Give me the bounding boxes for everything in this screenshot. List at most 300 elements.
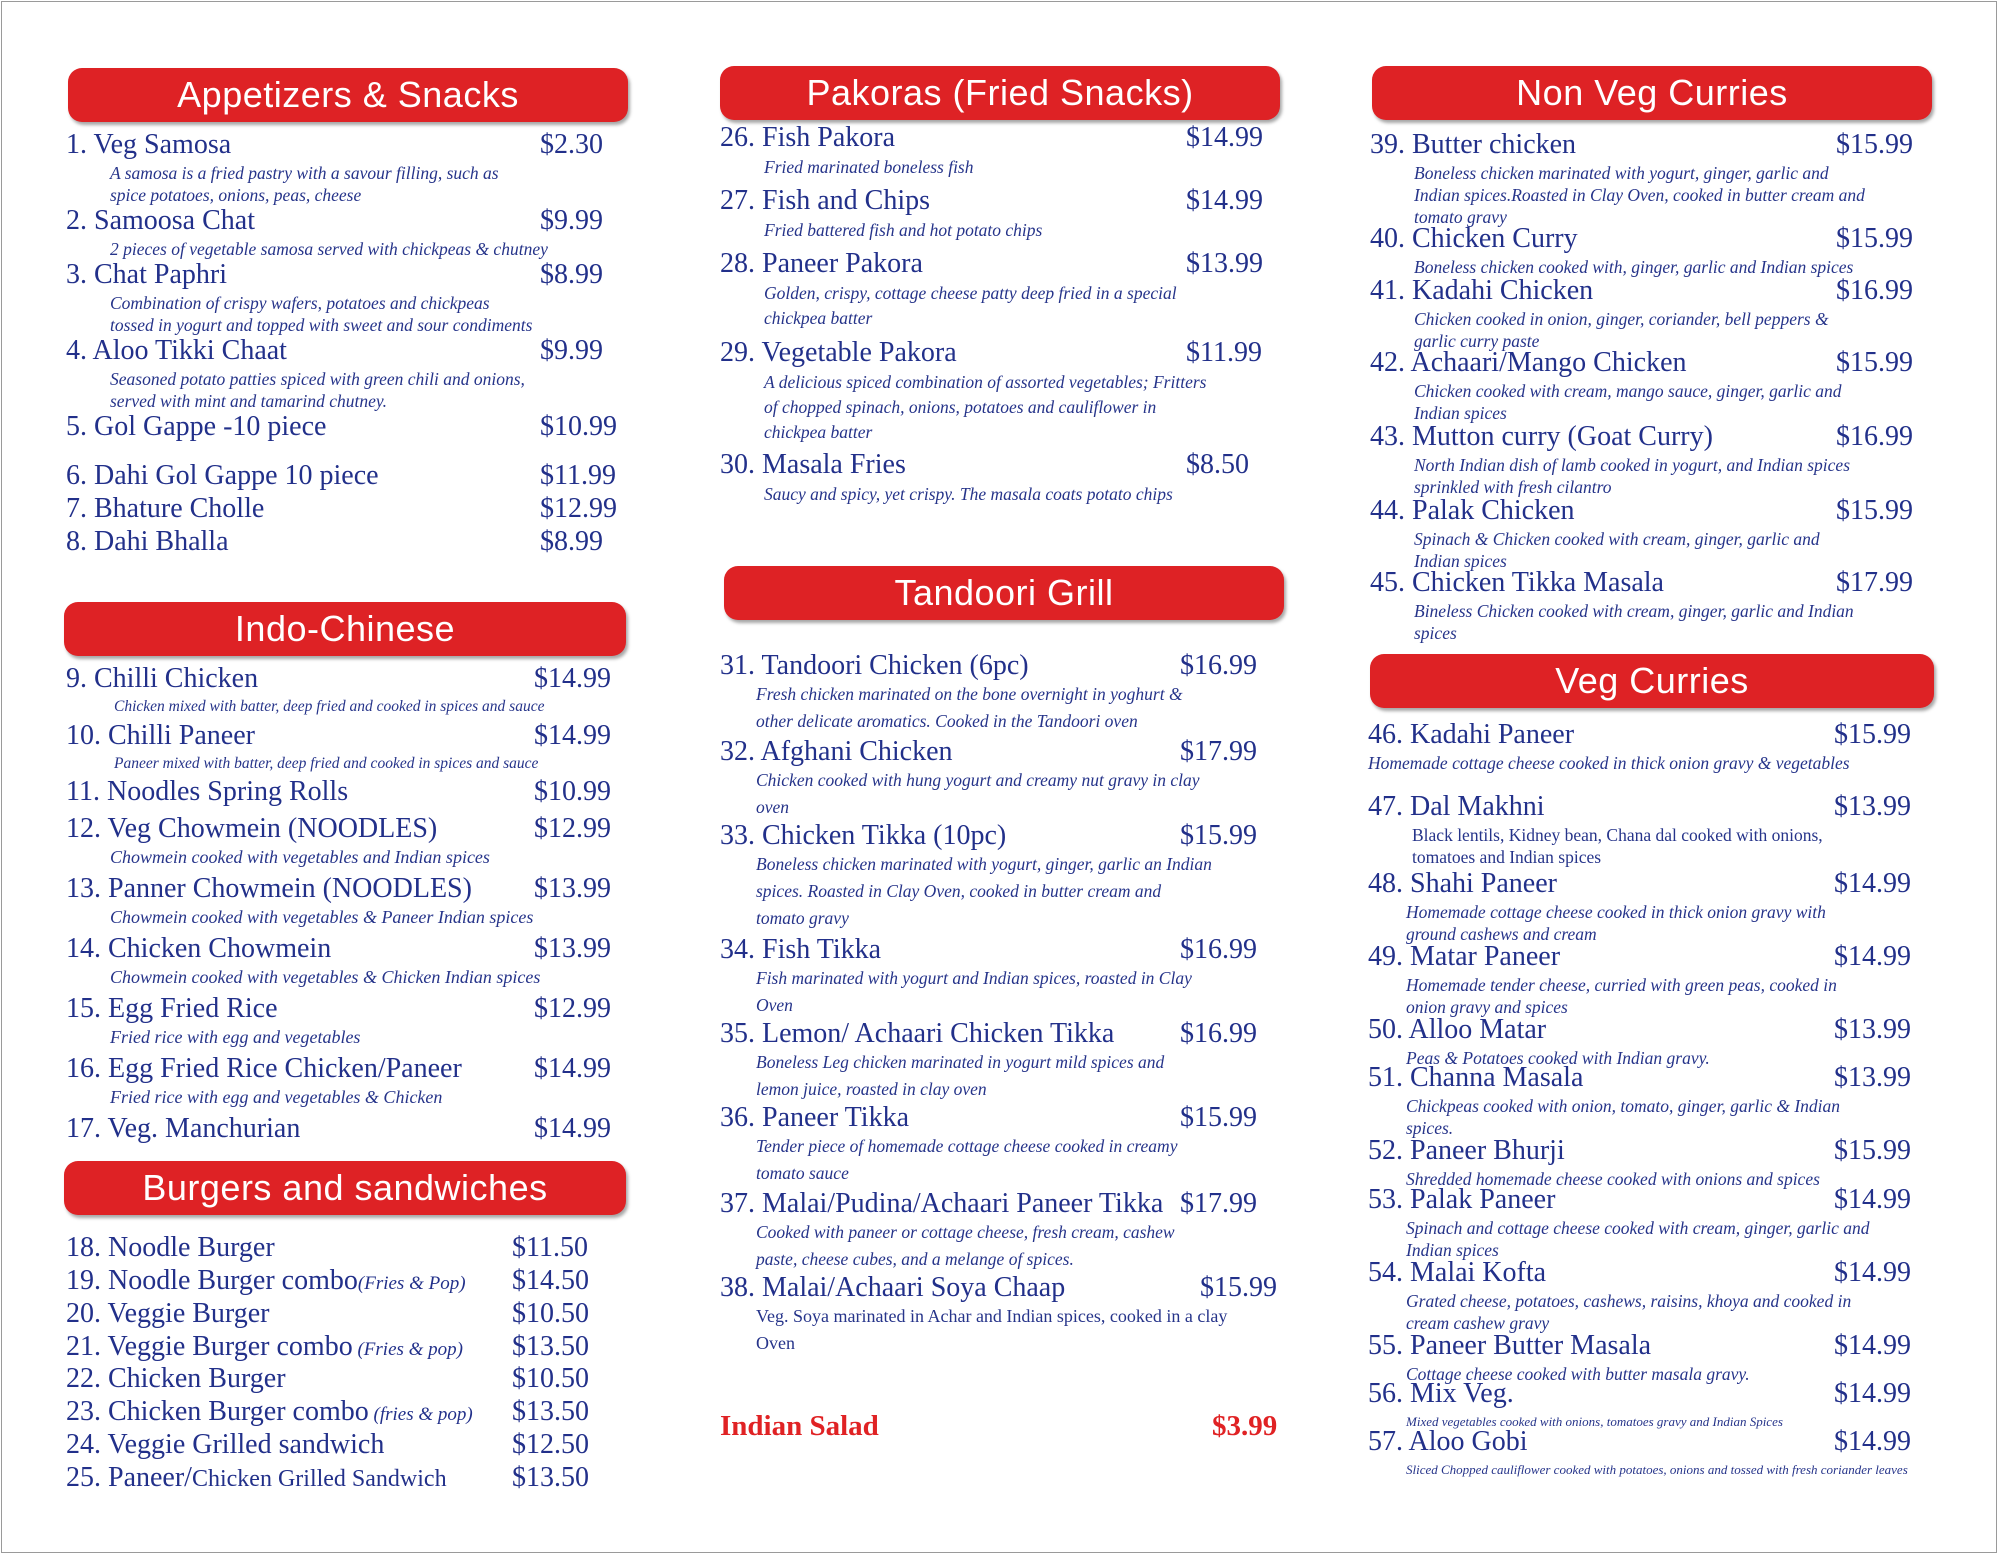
menu-item-title: Dahi Gol Gappe 10 piece (94, 460, 379, 491)
menu-item-price: $14.99 (1834, 1184, 1911, 1215)
menu-item (66, 204, 666, 260)
menu-item-description: Cooked with paneer or cottage cheese, fresh cream, cashew paste, cheese cubes, and a melange of spices. (756, 1222, 1175, 1269)
menu-item-description: Black lentils, Kidney bean, Chana dal cooked with onions, tomatoes and Indian spices (1412, 825, 1823, 867)
section-banner-pakoras: Pakoras (Fried Snacks) (720, 66, 1280, 120)
menu-item-name (66, 1362, 286, 1396)
menu-item-title: Tandoori Chicken (6pc) (761, 650, 1029, 681)
menu-item-title: Channa Masala (1410, 1062, 1584, 1093)
menu-item-name (720, 448, 906, 482)
menu-item (720, 1271, 1320, 1357)
menu-item-price: $12.50 (512, 1429, 589, 1460)
menu-item (1370, 566, 1970, 644)
menu-item-description: A samosa is a fried pastry with a savour filling, such as spice potatoes, onions, peas, cheese (110, 163, 499, 205)
menu-item-name (66, 410, 326, 444)
menu-item (66, 1297, 666, 1331)
menu-item-title: Paneer Tikka (762, 1102, 909, 1133)
menu-item (720, 184, 1320, 243)
menu-item-price: $15.99 (1836, 129, 1913, 160)
menu-item-price: $14.99 (534, 663, 611, 694)
menu-item-title: Butter chicken (1412, 129, 1577, 160)
menu-item-title: Noodle Burger (108, 1232, 275, 1263)
menu-item (66, 1395, 666, 1429)
menu-item-price: $13.50 (512, 1396, 589, 1427)
menu-item-number: 41. (1370, 275, 1405, 306)
menu-item-name (720, 1271, 1065, 1305)
menu-item-description: Fresh chicken marinated on the bone overnight in yoghurt & other delicate aromatics. Cooked in the Tandoori oven (756, 684, 1183, 731)
menu-item-price: $14.50 (512, 1265, 589, 1296)
menu-item-price: $10.50 (512, 1298, 589, 1329)
menu-item-name (720, 1187, 1163, 1221)
menu-item-price: $13.99 (534, 873, 611, 904)
menu-item-price: $16.99 (1180, 650, 1257, 681)
menu-item (1370, 420, 1970, 498)
menu-item-price: $17.99 (1180, 1188, 1257, 1219)
menu-item-description: Saucy and spicy, yet crispy. The masala coats potato chips (764, 484, 1173, 504)
menu-item-number: 57. (1368, 1426, 1403, 1457)
menu-item (720, 735, 1320, 821)
menu-item-name (66, 1231, 275, 1265)
menu-item-number: 36. (720, 1102, 755, 1133)
menu-item-description: Fried marinated boneless fish (764, 157, 974, 177)
menu-item-title: Aloo Gobi (1408, 1426, 1528, 1457)
menu-item-note: Chicken Grilled Sandwich (191, 1466, 447, 1492)
menu-item-title: Veg. Manchurian (107, 1113, 301, 1144)
menu-item (66, 1330, 666, 1364)
menu-item-number: 19. (66, 1265, 101, 1296)
menu-item-description: Spinach & Chicken cooked with cream, ginger, garlic and Indian spices (1414, 529, 1820, 571)
menu-item-price: $14.99 (1834, 1330, 1911, 1361)
menu-item-name (1368, 790, 1545, 824)
menu-item (1368, 790, 1968, 868)
menu-item-price: $16.99 (1180, 934, 1257, 965)
menu-item-number: 6. (66, 460, 87, 491)
menu-item-title: Veg Chowmein (NOODLES) (107, 813, 438, 844)
menu-item (1368, 867, 1968, 945)
menu-item-description: 2 pieces of vegetable samosa served with chickpeas & chutney (110, 239, 548, 259)
menu-item-name (720, 735, 953, 769)
menu-item-description: Chowmein cooked with vegetables & Paneer Indian spices (110, 907, 534, 927)
menu-item-description: Chowmein cooked with vegetables & Chicken Indian spices (110, 967, 541, 987)
menu-item-title: Afghani Chicken (760, 736, 953, 767)
menu-item (1370, 222, 1970, 278)
menu-item-name (66, 872, 472, 906)
menu-item-number: 15. (66, 993, 101, 1024)
menu-item-name (66, 812, 437, 846)
menu-item-number: 33. (720, 820, 755, 851)
menu-item-description: Peas & Potatoes cooked with Indian gravy. (1406, 1048, 1710, 1068)
menu-item-name (720, 649, 1029, 683)
menu-item-number: 23. (66, 1396, 101, 1427)
menu-item-description: Spinach and cottage cheese cooked with cream, ginger, garlic and Indian spices (1406, 1218, 1870, 1260)
menu-item-description: Fish marinated with yogurt and Indian spices, roasted in Clay Oven (756, 968, 1192, 1015)
menu-item-number: 12. (66, 813, 101, 844)
menu-item-name (1368, 1377, 1514, 1411)
menu-item-description: Golden, crispy, cottage cheese patty deep fried in a special chickpea batter (764, 283, 1177, 328)
menu-item-number: 53. (1368, 1184, 1403, 1215)
menu-item-title: Malai Kofta (1410, 1257, 1547, 1288)
menu-item-name (66, 719, 255, 753)
menu-item-number: 25. (66, 1462, 101, 1493)
menu-item (1368, 718, 1968, 774)
menu-item-title: Malai/Pudina/Achaari Paneer Tikka (762, 1188, 1164, 1219)
menu-item-number: 29. (720, 337, 755, 368)
menu-item-number: 34. (720, 934, 755, 965)
menu-item-description: North Indian dish of lamb cooked in yogurt, and Indian spices sprinkled with fresh cilantro (1414, 455, 1851, 497)
section-banner-veg: Veg Curries (1370, 654, 1934, 708)
menu-item-price: $13.99 (1834, 1014, 1911, 1045)
menu-item-name (66, 775, 348, 809)
menu-item-number: 3. (66, 259, 87, 290)
section-banner-burgers: Burgers and sandwiches (64, 1161, 626, 1215)
menu-item-title: Malai/Achaari Soya Chaap (762, 1272, 1066, 1303)
menu-item-title: Chicken Tikka (10pc) (762, 820, 1007, 851)
menu-item-title: Chicken Tikka Masala (1412, 567, 1664, 598)
menu-item-number: 32. (720, 736, 755, 767)
menu-item-price: $13.50 (512, 1331, 589, 1362)
menu-item-description: Chicken cooked in onion, ginger, coriander, bell peppers & garlic curry paste (1414, 309, 1829, 351)
menu-item-price: $12.99 (534, 813, 611, 844)
menu-item-number: 16. (66, 1053, 101, 1084)
menu-item-number: 35. (720, 1018, 755, 1049)
menu-item-description: Grated cheese, potatoes, cashews, raisins, khoya and cooked in cream cashew gravy (1406, 1291, 1852, 1333)
menu-item-number: 55. (1368, 1330, 1403, 1361)
menu-item-number: 17. (66, 1113, 101, 1144)
menu-item-description: Veg. Soya marinated in Achar and Indian spices, cooked in a clay Oven (756, 1306, 1228, 1353)
menu-item-description: Boneless Leg chicken marinated in yogurt mild spices and lemon juice, roasted in clay oven (756, 1052, 1165, 1099)
menu-item-price: $15.99 (1180, 820, 1257, 851)
section-banner-appetizers: Appetizers & Snacks (68, 68, 628, 122)
menu-item-title: Gol Gappe -10 piece (94, 411, 327, 442)
menu-item-number: 20. (66, 1298, 101, 1329)
menu-item-name (1368, 718, 1574, 752)
menu-item-number: 27. (720, 185, 755, 216)
menu-item-price: $15.99 (1200, 1272, 1277, 1303)
menu-item-number: 47. (1368, 791, 1403, 822)
menu-item-name (66, 1461, 447, 1496)
menu-item-title: Paneer/ (108, 1462, 192, 1493)
menu-item-price: $17.99 (1180, 736, 1257, 767)
menu-item (720, 933, 1320, 1019)
menu-item-number: 8. (66, 526, 87, 557)
menu-item-number: 2. (66, 205, 87, 236)
menu-item-name (1368, 867, 1557, 901)
menu-item (720, 247, 1320, 331)
menu-item-title: Chicken Burger combo (108, 1396, 369, 1427)
menu-item-price: $14.99 (1186, 185, 1263, 216)
menu-item-price: $15.99 (1836, 223, 1913, 254)
menu-item-description: Chicken cooked with hung yogurt and creamy nut gravy in clay oven (756, 770, 1200, 817)
menu-item-price: $15.99 (1834, 1135, 1911, 1166)
menu-item-number: 22. (66, 1363, 101, 1394)
menu-item-number: 31. (720, 650, 755, 681)
menu-item-price: $11.99 (540, 460, 616, 491)
menu-item (66, 128, 666, 206)
menu-item-number: 10. (66, 720, 101, 751)
menu-item-title: Chicken Curry (1412, 223, 1578, 254)
menu-item-price: $10.99 (540, 411, 617, 442)
menu-item-price: $15.99 (1834, 719, 1911, 750)
menu-item-number: 48. (1368, 868, 1403, 899)
menu-item-number: 28. (720, 248, 755, 279)
menu-item-description: Fried rice with egg and vegetables & Chicken (110, 1087, 443, 1107)
menu-item-price: $16.99 (1836, 421, 1913, 452)
menu-item-note: (fries & pop) (368, 1404, 473, 1425)
menu-item-title: Kadahi Chicken (1412, 275, 1594, 306)
indian-salad-price: $3.99 (1212, 1410, 1278, 1442)
menu-item-price: $13.99 (1834, 1062, 1911, 1093)
menu-item-title: Kadahi Paneer (1410, 719, 1575, 750)
menu-item-title: Egg Fried Rice Chicken/Paneer (108, 1053, 462, 1084)
menu-item-name (66, 932, 331, 966)
menu-item (66, 932, 666, 988)
menu-item-name (66, 1264, 466, 1301)
menu-item-price: $14.99 (1834, 1426, 1911, 1457)
menu-item-price: $13.99 (1834, 791, 1911, 822)
menu-item-title: Paneer Butter Masala (1410, 1330, 1652, 1361)
menu-item-title: Chat Paphri (94, 259, 227, 290)
menu-item (720, 649, 1320, 735)
menu-item-number: 30. (720, 449, 755, 480)
menu-item-title: Chilli Chicken (94, 663, 259, 694)
menu-item-name (66, 1428, 384, 1462)
menu-item-description: Paneer mixed with batter, deep fried and cooked in spices and sauce (114, 755, 539, 772)
menu-item (720, 1187, 1320, 1273)
menu-item-title: Noodles Spring Rolls (106, 776, 349, 807)
menu-item-price: $8.99 (540, 259, 603, 290)
menu-item-number: 7. (66, 493, 87, 524)
menu-item-price: $14.99 (534, 720, 611, 751)
menu-item-title: Matar Paneer (1410, 941, 1561, 972)
menu-item-note: (Fries & pop) (352, 1339, 464, 1360)
menu-item-description: Sliced Chopped cauliflower cooked with potatoes, onions and tossed with fresh coriander leaves (1406, 1462, 1908, 1477)
menu-item (1370, 494, 1970, 572)
menu-item-number: 13. (66, 873, 101, 904)
menu-item-description: Chowmein cooked with vegetables and Indian spices (110, 847, 490, 867)
menu-item-number: 42. (1370, 347, 1405, 378)
menu-item (66, 1231, 666, 1265)
menu-item-title: Veg Samosa (93, 129, 232, 160)
menu-item-name (1368, 940, 1560, 974)
menu-item-description: Shredded homemade cheese cooked with onions and spices (1406, 1169, 1820, 1189)
menu-item-name (720, 933, 881, 967)
menu-item-number: 49. (1368, 941, 1403, 972)
menu-item-price: $14.99 (1834, 1257, 1911, 1288)
menu-item-name (1368, 1134, 1565, 1168)
menu-item-price: $12.99 (534, 993, 611, 1024)
menu-item-description: Cottage cheese cooked with butter masala gravy. (1406, 1364, 1750, 1384)
menu-item-number: 4. (66, 335, 87, 366)
menu-item (1368, 1183, 1968, 1261)
menu-item-price: $14.99 (1834, 1378, 1911, 1409)
menu-item-name (66, 204, 255, 238)
menu-item (1370, 128, 1970, 228)
menu-item (720, 448, 1320, 507)
menu-item-price: $8.50 (1186, 449, 1249, 480)
menu-item-name (1370, 128, 1576, 162)
menu-item (1370, 274, 1970, 352)
menu-item-number: 18. (66, 1232, 101, 1263)
menu-item-title: Palak Paneer (1410, 1184, 1556, 1215)
menu-item (66, 334, 666, 412)
menu-item (66, 459, 666, 493)
menu-item (66, 662, 666, 718)
menu-item-title: Aloo Tikki Chaat (92, 335, 287, 366)
menu-item-description: A delicious spiced combination of assorted vegetables; Fritters of chopped spinach, onions, potatoes and cauliflower in chickpea batter (764, 372, 1207, 442)
menu-item-number: 21. (66, 1331, 101, 1362)
section-banner-indo-chinese: Indo-Chinese (64, 602, 626, 656)
menu-item (66, 525, 666, 559)
menu-item-name (1370, 420, 1713, 454)
menu-item-name (720, 819, 1006, 853)
menu-item-name (1368, 1183, 1555, 1217)
menu-item-title: Paneer Bhurji (1410, 1135, 1565, 1166)
menu-item-description: Seasoned potato patties spiced with green chili and onions, served with mint and tamarind chutney. (110, 369, 525, 411)
menu-item-number: 45. (1370, 567, 1405, 598)
menu-item-number: 50. (1368, 1014, 1403, 1045)
menu-item-number: 1. (66, 129, 87, 160)
menu-item-number: 24. (66, 1429, 101, 1460)
menu-item-price: $14.99 (1186, 122, 1263, 153)
menu-item-price: $2.30 (540, 129, 603, 160)
menu-item (1368, 1425, 1968, 1481)
menu-item-title: Achaari/Mango Chicken (1410, 347, 1687, 378)
menu-item-price: $13.99 (1186, 248, 1263, 279)
menu-item-name (66, 258, 227, 292)
menu-item-title: Chicken Chowmein (108, 933, 332, 964)
menu-item-price: $9.99 (540, 335, 603, 366)
menu-item-price: $11.99 (1186, 337, 1262, 368)
menu-item-price: $11.50 (512, 1232, 588, 1263)
menu-item-name (66, 128, 231, 162)
menu-item-title: Egg Fried Rice (108, 993, 278, 1024)
menu-item-number: 5. (66, 411, 87, 442)
menu-item-price: $9.99 (540, 205, 603, 236)
menu-item-title: Panner Chowmein (NOODLES) (108, 873, 472, 904)
menu-item (720, 121, 1320, 180)
menu-item-name (66, 525, 229, 559)
menu-item (720, 336, 1320, 445)
menu-item-title: Mutton curry (Goat Curry) (1412, 421, 1713, 452)
menu-item-price: $16.99 (1836, 275, 1913, 306)
menu-item-number: 14. (66, 933, 101, 964)
menu-item-number: 38. (720, 1272, 755, 1303)
menu-item-name (1370, 274, 1593, 308)
menu-item-title: Vegetable Pakora (761, 337, 957, 368)
menu-item-description: Chicken cooked with cream, mango sauce, ginger, garlic and Indian spices (1414, 381, 1842, 423)
menu-item-name (66, 1052, 462, 1086)
menu-item-name (720, 247, 923, 281)
section-banner-non-veg: Non Veg Curries (1372, 66, 1932, 120)
menu-item-price: $14.99 (534, 1053, 611, 1084)
menu-item-description: Tender piece of homemade cottage cheese cooked in creamy tomato sauce (756, 1136, 1178, 1183)
menu-item-price: $17.99 (1836, 567, 1913, 598)
menu-item-title: Lemon/ Achaari Chicken Tikka (762, 1018, 1115, 1049)
menu-item-name (720, 1101, 909, 1135)
menu-item (1368, 940, 1968, 1018)
menu-item (720, 819, 1320, 932)
menu-item (66, 258, 666, 336)
menu-item (66, 1428, 666, 1462)
menu-item-title: Masala Fries (762, 449, 906, 480)
menu-item-name (1370, 346, 1687, 380)
section-banner-tandoori: Tandoori Grill (724, 566, 1284, 620)
menu-item-description: Bineless Chicken cooked with cream, ginger, garlic and Indian spices (1414, 601, 1854, 643)
menu-item-name (66, 1395, 473, 1432)
menu-item (720, 1017, 1320, 1103)
menu-item-price: $14.99 (534, 1113, 611, 1144)
menu-item-title: Samoosa Chat (94, 205, 255, 236)
menu-item-number: 26. (720, 122, 755, 153)
menu-item-title: Bhature Cholle (94, 493, 265, 524)
menu-item-description: Homemade cottage cheese cooked in thick onion gravy & vegetables (1368, 753, 1850, 773)
menu-item-description: Mixed vegetables cooked with onions, tomatoes gravy and Indian Spices (1406, 1414, 1783, 1429)
menu-item (66, 1052, 666, 1108)
menu-item-number: 37. (720, 1188, 755, 1219)
menu-item-price: $10.50 (512, 1363, 589, 1394)
menu-item-description: Boneless chicken marinated with yogurt, ginger, garlic an Indian spices. Roasted in Clay Oven, cooked in butter cream and tomato gravy (756, 854, 1212, 928)
menu-item (66, 719, 666, 775)
menu-item-number: 54. (1368, 1257, 1403, 1288)
menu-item-number: 11. (66, 776, 100, 807)
menu-item-price: $16.99 (1180, 1018, 1257, 1049)
menu-item-name (720, 184, 930, 218)
menu-item-title: Veggie Burger combo (107, 1331, 353, 1362)
menu-item (66, 1362, 666, 1396)
menu-item-number: 56. (1368, 1378, 1403, 1409)
menu-item (66, 1264, 666, 1298)
menu-item (66, 492, 666, 526)
menu-item-number: 39. (1370, 129, 1405, 160)
menu-item-name (1368, 1061, 1583, 1095)
menu-item-title: Dahi Bhalla (94, 526, 229, 557)
menu-item (1368, 1134, 1968, 1190)
menu-item-name (1368, 1329, 1651, 1363)
indian-salad-name: Indian Salad (720, 1410, 879, 1442)
menu-item-title: Fish Tikka (762, 934, 882, 965)
menu-item-title: Paneer Pakora (762, 248, 923, 279)
menu-item (66, 812, 666, 868)
menu-item-title: Chilli Paneer (108, 720, 255, 751)
menu-item-title: Noodle Burger combo (108, 1265, 358, 1296)
menu-item (66, 1112, 666, 1146)
menu-item-price: $14.99 (1834, 868, 1911, 899)
menu-item-title: Veggie Burger (107, 1298, 270, 1329)
menu-item-description: Combination of crispy wafers, potatoes and chickpeas tossed in yogurt and topped with sweet and sour condiments (110, 293, 533, 335)
menu-item-name (66, 1297, 270, 1331)
menu-item-title: Veggie Grilled sandwich (107, 1429, 385, 1460)
menu-item-title: Palak Chicken (1412, 495, 1575, 526)
menu-item-description: Chickpeas cooked with onion, tomato, ginger, garlic & Indian spices. (1406, 1096, 1841, 1138)
menu-item-description: Homemade tender cheese, curried with green peas, cooked in onion gravy and spices (1406, 975, 1837, 1017)
menu-item-number: 43. (1370, 421, 1405, 452)
menu-item (66, 1461, 666, 1495)
menu-item-name (1368, 1256, 1546, 1290)
menu-item-price: $10.99 (534, 776, 611, 807)
menu-item-number: 52. (1368, 1135, 1403, 1166)
menu-item-title: Mix Veg. (1410, 1378, 1514, 1409)
menu-item-note: (Fries & Pop) (357, 1273, 466, 1294)
menu-item-description: Boneless chicken marinated with yogurt, ginger, garlic and Indian spices.Roasted in Clay Oven, cooked in butter cream and tomato gravy (1414, 163, 1865, 227)
menu-item-name (66, 662, 258, 696)
menu-item-description: Fried rice with egg and vegetables (110, 1027, 361, 1047)
menu-item (66, 775, 666, 809)
menu-item-number: 40. (1370, 223, 1405, 254)
menu-item-price: $15.99 (1180, 1102, 1257, 1133)
menu-item-number: 51. (1368, 1062, 1403, 1093)
menu-item-price: $12.99 (540, 493, 617, 524)
menu-item-number: 46. (1368, 719, 1403, 750)
menu-item-name (1370, 222, 1578, 256)
